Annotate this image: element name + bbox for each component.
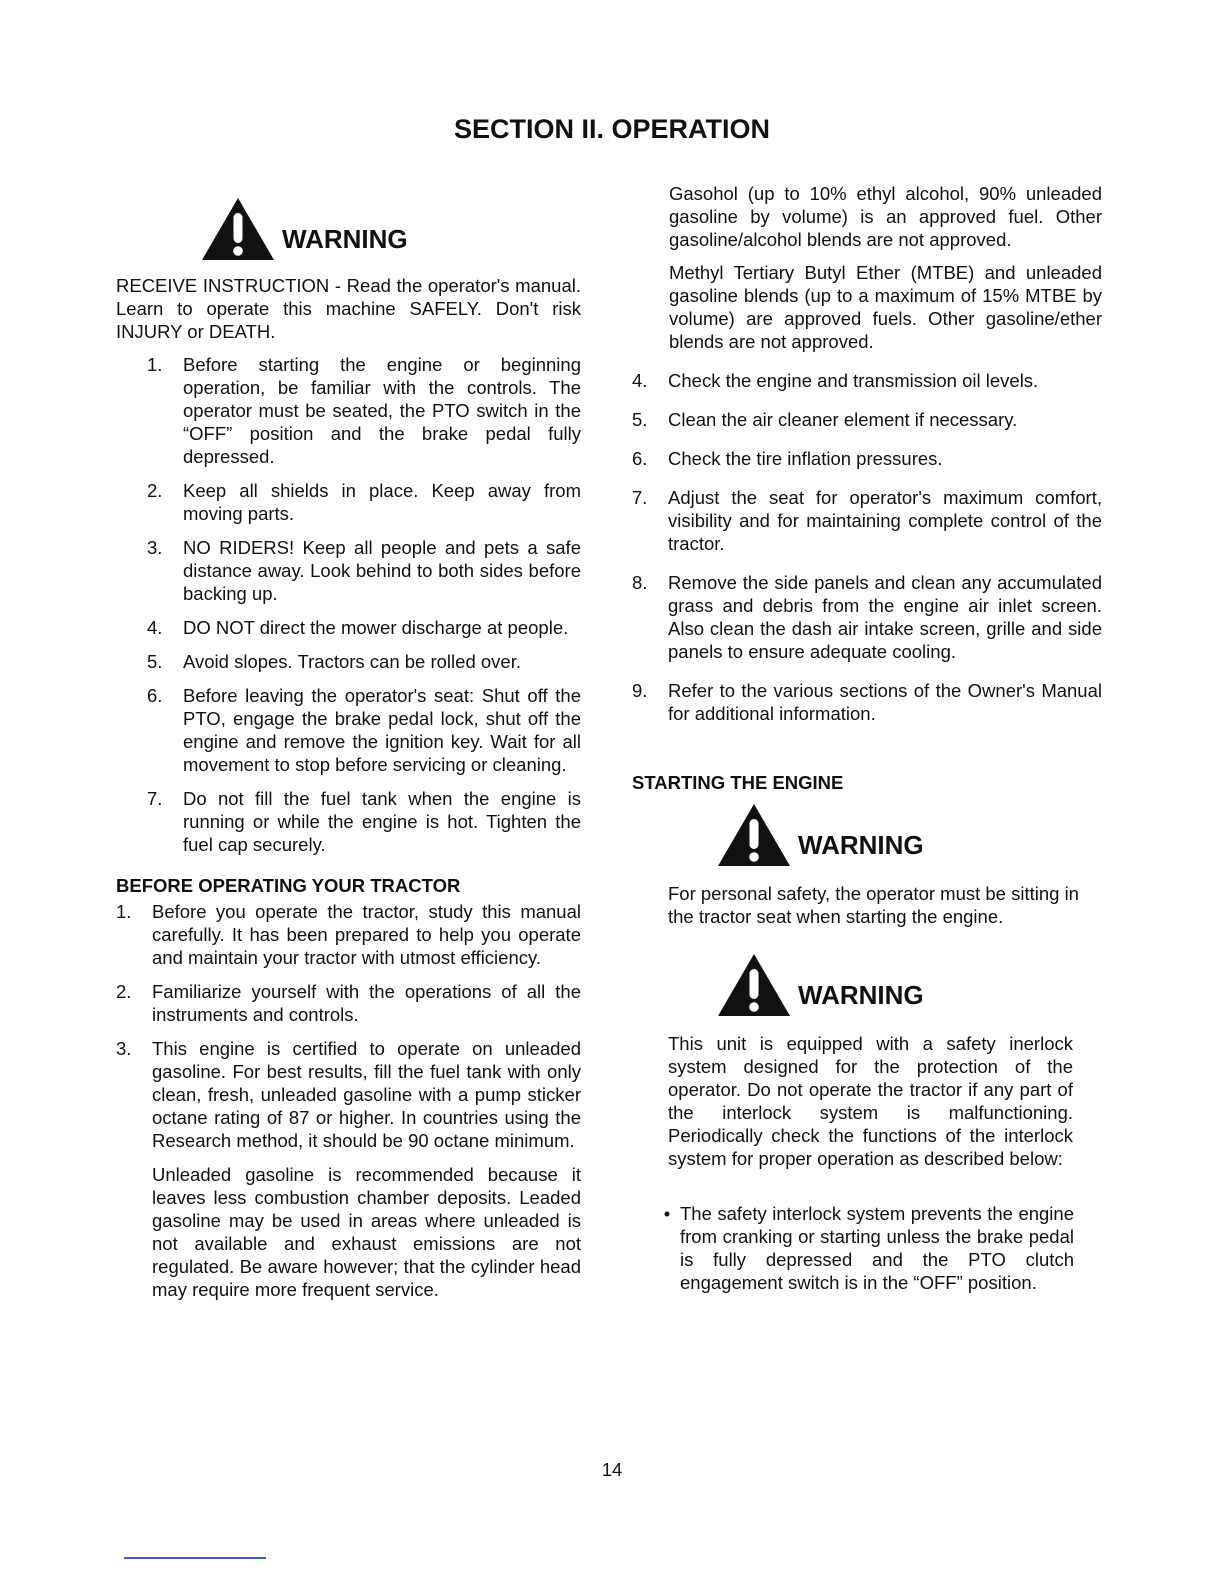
item-text: Familiarize yourself with the operations of all the instruments and controls. xyxy=(152,981,581,1025)
item-number: 1. xyxy=(116,901,132,922)
item-text: Check the engine and transmission oil levels. xyxy=(668,370,1039,391)
warning-header xyxy=(716,802,1102,868)
warning-label: WARNING xyxy=(798,829,924,860)
list-item xyxy=(147,650,581,673)
list-item xyxy=(147,536,581,605)
item-number: 3. xyxy=(147,537,163,558)
item-number: 4. xyxy=(632,370,648,391)
list-item xyxy=(632,571,1102,663)
list-item xyxy=(632,447,1102,470)
mtbe-paragraph: Methyl Tertiary Butyl Ether (MTBE) and unleaded gasoline blends (up to a maximum of 15% MTBE by volume) are approved fuels. Other gasoline/ether blends are not approved. xyxy=(669,262,1102,352)
item-text: Before you operate the tractor, study this manual carefully. It has been prepared to help you operate and maintain your tractor with utmost efficiency. xyxy=(152,901,581,968)
item-text: Clean the air cleaner element if necessary. xyxy=(668,409,1018,430)
item-text: Keep all shields in place. Keep away from moving parts. xyxy=(183,480,581,524)
item-number: 5. xyxy=(147,651,163,672)
sitting-warning-text: For personal safety, the operator must be sitting in the tractor seat when starting the engine. xyxy=(668,883,1079,927)
before-operating-heading: BEFORE OPERATING YOUR TRACTOR xyxy=(116,875,461,896)
interlock-bullet-list xyxy=(654,1202,1074,1294)
item-number: 9. xyxy=(632,680,648,701)
left-column xyxy=(116,196,581,1311)
list-item xyxy=(116,980,581,1026)
list-item xyxy=(632,408,1102,431)
item-number: 6. xyxy=(147,685,163,706)
warning-header xyxy=(200,196,581,262)
footer-rule xyxy=(124,1557,266,1559)
item-text: Do not fill the fuel tank when the engine is running or while the engine is hot. Tighten the fuel cap securely. xyxy=(183,788,581,855)
list-item xyxy=(116,900,581,969)
warning-icon xyxy=(200,196,276,262)
unleaded-paragraph: Unleaded gasoline is recommended because it leaves less combustion chamber deposits. Leaded gasoline may be used in areas where unleaded is not available and exhaust emissions are not regulated. Be aware however; that the cylinder head may require more frequent service. xyxy=(152,1164,581,1300)
item-number: 3. xyxy=(116,1038,132,1059)
list-item xyxy=(147,616,581,639)
starting-engine-heading: STARTING THE ENGINE xyxy=(632,772,844,793)
item-text: Check the tire inflation pressures. xyxy=(668,448,943,469)
item-number: 5. xyxy=(632,409,648,430)
item-number: 7. xyxy=(147,788,163,809)
item-text: The safety interlock system prevents the engine from cranking or starting unless the brake pedal is fully depressed and the PTO clutch engagement switch is in the “OFF” position. xyxy=(680,1203,1074,1293)
warning-text: RECEIVE INSTRUCTION - Read the operator's manual. Learn to operate this machine SAFELY. Don't risk INJURY or DEATH. xyxy=(116,275,581,342)
item-text: Avoid slopes. Tractors can be rolled over. xyxy=(183,651,521,672)
item-number: 4. xyxy=(147,617,163,638)
item-text: Before starting the engine or beginning operation, be familiar with the controls. The operator must be seated, the PTO switch in the “OFF” position and the brake pedal fully depressed. xyxy=(183,354,581,467)
warning-header xyxy=(716,952,1102,1018)
item-number: 7. xyxy=(632,487,648,508)
warning-label: WARNING xyxy=(282,223,408,254)
list-item xyxy=(147,479,581,525)
item-number: 2. xyxy=(147,480,163,501)
item-text: Refer to the various sections of the Owner's Manual for additional information. xyxy=(668,680,1102,724)
right-column xyxy=(632,182,1102,1294)
item-text: NO RIDERS! Keep all people and pets a safe distance away. Look behind to both sides before backing up. xyxy=(183,537,581,604)
list-item xyxy=(147,684,581,776)
interlock-warning-text: This unit is equipped with a safety inerlock system designed for the protection of the operator. Do not operate the tractor if any part of the interlock system is malfunctioning. Periodically check the functions of the interlock system for proper operation as described below: xyxy=(668,1033,1073,1169)
list-item xyxy=(147,787,581,856)
gasohol-paragraph: Gasohol (up to 10% ethyl alcohol, 90% unleaded gasoline by volume) is an approved fuel. Other gasoline/alcohol blends are not approved. xyxy=(669,183,1102,250)
item-number: 1. xyxy=(147,354,163,375)
list-item xyxy=(654,1202,1074,1294)
item-text: DO NOT direct the mower discharge at people. xyxy=(183,617,569,638)
item-number: 2. xyxy=(116,981,132,1002)
list-item xyxy=(632,486,1102,555)
item-number: 8. xyxy=(632,572,648,593)
item-text: Before leaving the operator's seat: Shut off the PTO, engage the brake pedal lock, shut off the engine and remove the ignition key. Wait for all movement to stop before servicing or cleaning. xyxy=(183,685,581,775)
item-number: 6. xyxy=(632,448,648,469)
bullet-mark: • xyxy=(663,1203,671,1224)
item-text: Remove the side panels and clean any accumulated grass and debris from the engine air inlet screen. Also clean the dash air intake screen, grille and side panels to ensure adequate cooling. xyxy=(668,572,1102,662)
page-number: 14 xyxy=(601,1459,623,1480)
item-text: This engine is certified to operate on unleaded gasoline. For best results, fill the fuel tank with only clean, fresh, unleaded gasoline with a pump sticker octane rating of 87 or higher. In countries using the Research method, it should be 90 octane minimum. xyxy=(152,1038,581,1151)
warning-label: WARNING xyxy=(798,979,924,1010)
page-title: SECTION II. OPERATION xyxy=(453,114,771,144)
preparation-list xyxy=(632,369,1102,725)
item-text: Adjust the seat for operator's maximum comfort, visibility and for maintaining complete control of the tractor. xyxy=(668,487,1102,554)
list-item xyxy=(116,1037,581,1152)
before-operating-list xyxy=(116,900,581,1152)
safety-list xyxy=(147,353,581,856)
list-item xyxy=(632,679,1102,725)
warning-icon xyxy=(716,802,792,868)
list-item xyxy=(147,353,581,468)
warning-icon xyxy=(716,952,792,1018)
list-item xyxy=(632,369,1102,392)
